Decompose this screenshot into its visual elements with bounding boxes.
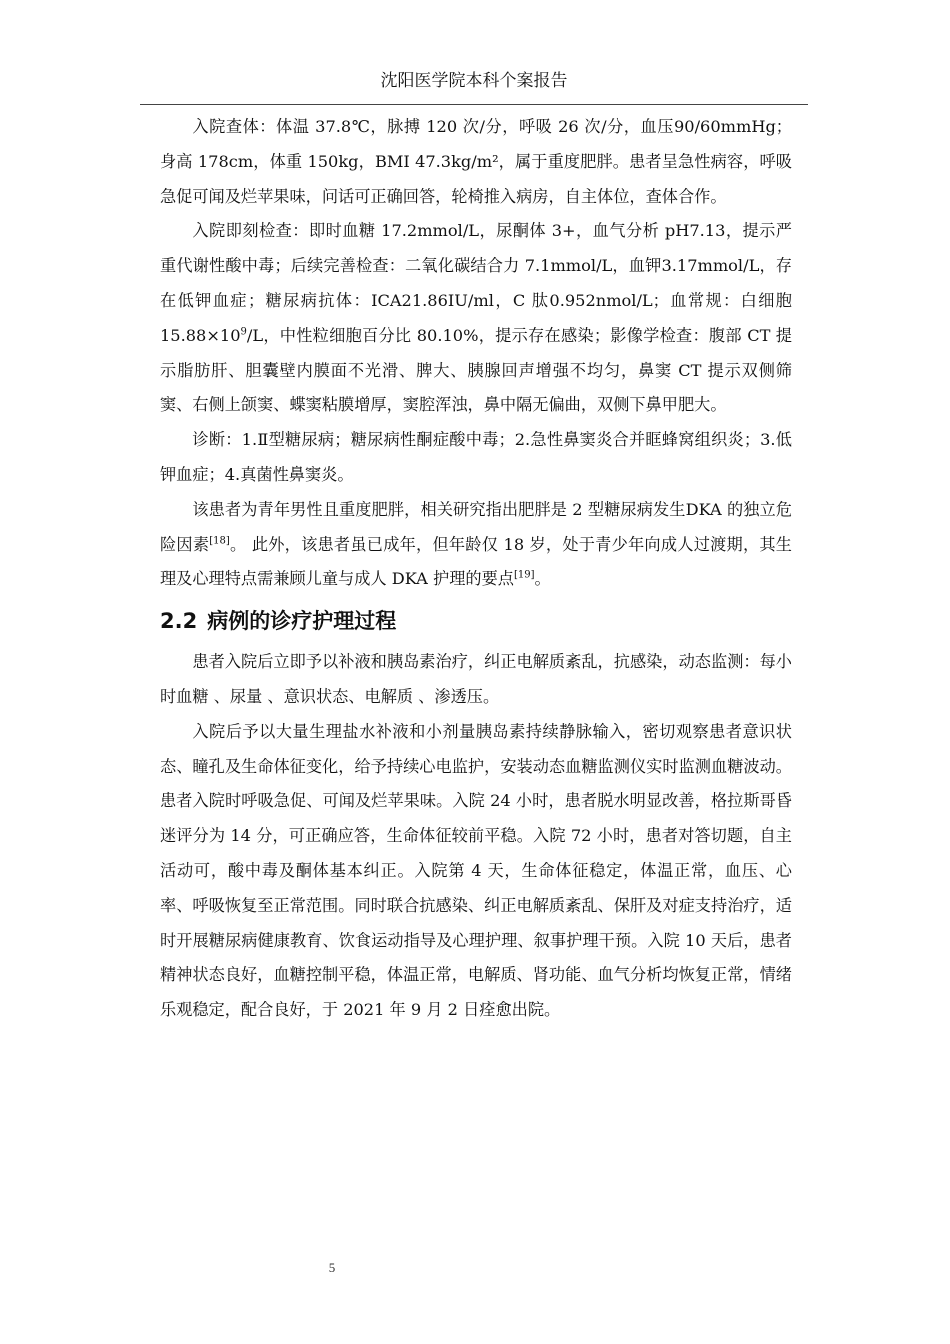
paragraph-text: 患者入院后立即予以补液和胰岛素治疗，纠正电解质紊乱，抗感染，动态监测：每小时血糖 、尿量 、意识状态、电解质 、渗透压。 [160,652,792,706]
section-heading [160,601,792,641]
paragraph-text: /L，中性粒细胞百分比 80.10%，提示存在感染；影像学检查：腹部 CT 提示脂肪肝、胆囊壁内膜面不光滑、脾大、胰腺回声增强不均匀，鼻窦 CT 提示双侧筛窦、右侧上颌窦、蝶窦粘膜增厚，窦腔浑浊，鼻中隔无偏曲，双侧下鼻甲肥大。 [160,325,792,415]
paragraph-treatment-course [160,715,792,1028]
paragraph-risk-factors [160,493,792,597]
page-header [140,58,808,105]
section-title: 病例的诊疗护理过程 [207,609,397,634]
paragraph-text: 入院后予以大量生理盐水补液和小剂量胰岛素持续静脉输入，密切观察患者意识状态、瞳孔及生命体征变化，给予持续心电监护，安装动态血糖监测仪实时监测血糖波动。患者入院时呼吸急促、可闻及烂苹果味。入院 24 小时，患者脱水明显改善，格拉斯哥昏迷评分为 14 分，可正确应答，生命体征较前平稳。入院 72 小时，患者对答切题，自主活动可，酸中毒及酮体基本纠正。入院第 4 天，生命体征稳定，体温正常，血压、心率、呼吸恢复至正常范围。同时联合抗感染、纠正电解质紊乱、保肝及对症支持治疗，适时开展糖尿病健康教育、饮食运动指导及心理护理、叙事护理干预。入院 10 天后，患者精神状态良好，血糖控制平稳，体温正常，电解质、肾功能、血气分析均恢复正常，情绪乐观稳定，配合良好，于 2021 年 9 月 2 日痊愈出院。 [160,721,792,1020]
paragraph-text: 该患者为青年男性且重度肥胖，相关研究指出肥胖是 2 型糖尿病发生DKA 的独立危险因素 [160,499,792,554]
paragraph-diagnosis [160,423,792,493]
citation-ref: [18] [209,535,230,547]
paragraph-admission-exam [160,110,792,214]
header-title: 沈阳医学院本科个案报告 [380,71,568,91]
paragraph-text: 。 [534,569,551,589]
paragraph-text: 诊断：1.Ⅱ型糖尿病；糖尿病性酮症酸中毒；2.急性鼻窦炎合并眶蜂窝组织炎；3.低钾血症；4.真菌性鼻窦炎。 [160,430,792,484]
document-body [160,110,792,1028]
paragraph-text: 入院即刻检查：即时血糖 17.2mmol/L，尿酮体 3+，血气分析 pH7.13，提示严重代谢性酸中毒；后续完善检查：二氧化碳结合力 7.1mmol/L，血钾3.17mmol/L，存在低钾血症；糖尿病抗体：ICA21.86IU/ml，C 肽0.952nmol/L；血常规：白细胞 15.88×10 [160,221,792,345]
citation-ref: [19] [513,569,535,581]
paragraph-treatment-start [160,645,792,715]
paragraph-lab-tests [160,214,792,423]
section-number: 2.2 [160,609,198,634]
page-number: 5 [328,1260,336,1275]
superscript: 9 [240,326,247,338]
paragraph-text: 。 此外，该患者虽已成年，但年龄仅 18 岁，处于青少年向成人过渡期，其生理及心理特点需兼顾儿童与成人 DKA 护理的要点 [160,534,792,589]
paragraph-text: 入院查体：体温 37.8℃，脉搏 120 次/分，呼吸 26 次/分，血压90/60mmHg；身高 178cm，体重 150kg，BMI 47.3kg/m²，属于重度肥胖。患者呈急性病容，呼吸急促可闻及烂苹果味，问话可正确回答，轮椅推入病房，自主体位，查体合作。 [160,117,792,206]
